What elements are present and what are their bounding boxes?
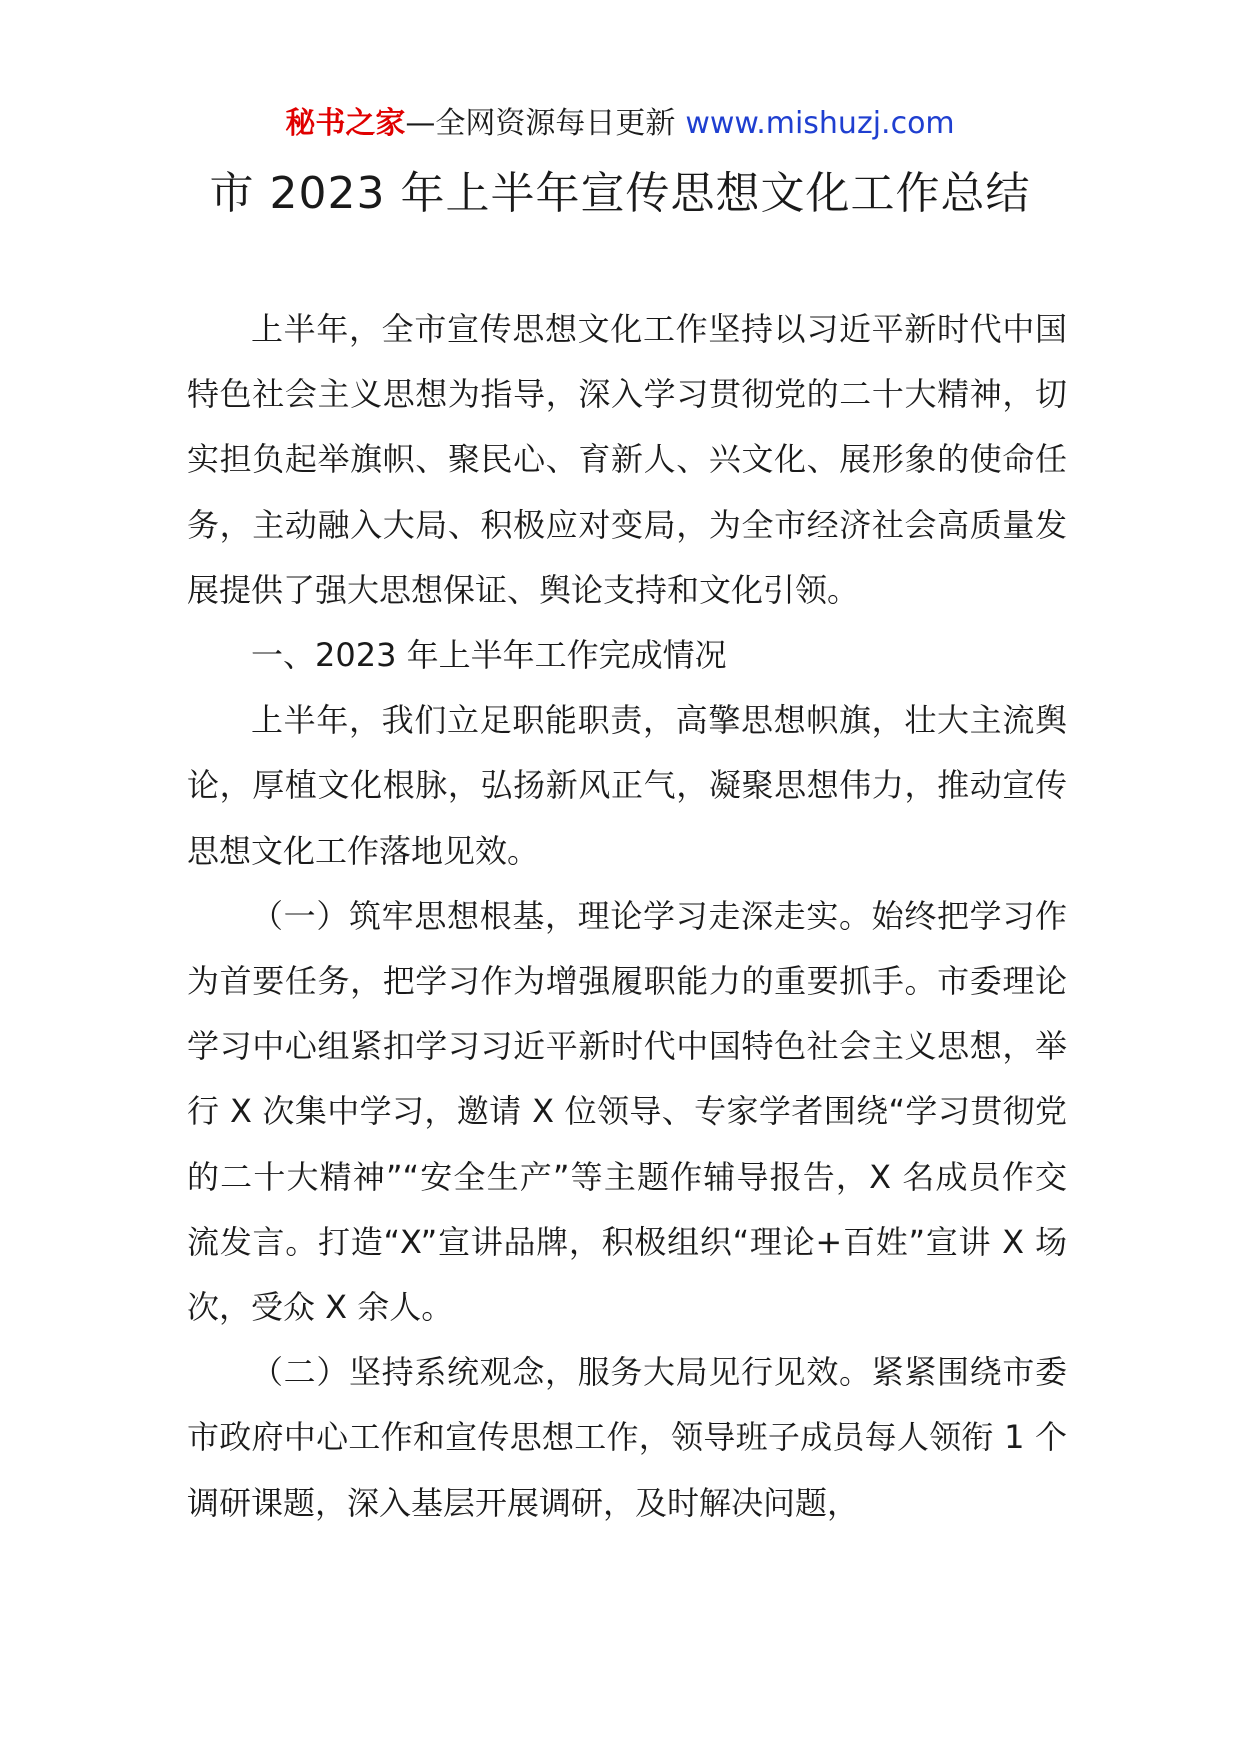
site-header (0, 104, 1240, 144)
body-paragraph: （一）筑牢思想根基，理论学习走深走实。始终把学习作为首要任务，把学习作为增强履职能力的重要抓手。市委理论学习中心组紧扣学习习近平新时代中国特色社会主义思想，举行 X 次集中学习，邀请 X 位领导、专家学者围绕“学习贯彻党的二十大精神”“安全生产”等主题作辅导报告，X 名成员作交流发言。打造“X”宣讲品牌，积极组织“理论+百姓”宣讲 X 场次，受众 X 余人。 (187, 896, 1067, 1327)
body-paragraph: 上半年，我们立足职能职责，高擎思想帜旗，壮大主流舆论，厚植文化根脉，弘扬新风正气，凝聚思想伟力，推动宣传思想文化工作落地见效。 (187, 701, 1067, 870)
site-url-link[interactable]: www.mishuzj.com (685, 106, 955, 141)
intro-paragraph: 上半年，全市宣传思想文化工作坚持以习近平新时代中国特色社会主义思想为指导，深入学习贯彻党的二十大精神，切实担负起举旗帜、聚民心、育新人、兴文化、展形象的使命任务，主动融入大局、积极应对变局，为全市经济社会高质量发展提供了强大思想保证、舆论支持和文化引领。 (187, 310, 1067, 609)
body-paragraph: （二）坚持系统观念，服务大局见行见效。紧紧围绕市委市政府中心工作和宣传思想工作，领导班子成员每人领衔 1 个调研课题，深入基层开展调研，及时解决问题， (187, 1353, 1067, 1522)
section-heading: 一、2023 年上半年工作完成情况 (251, 636, 727, 675)
document-body (187, 297, 1067, 1536)
header-slogan: —全网资源每日更新 (405, 106, 676, 141)
brand-name: 秘书之家 (285, 106, 406, 141)
document-title: 市 2023 年上半年宣传思想文化工作总结 (209, 168, 1031, 219)
